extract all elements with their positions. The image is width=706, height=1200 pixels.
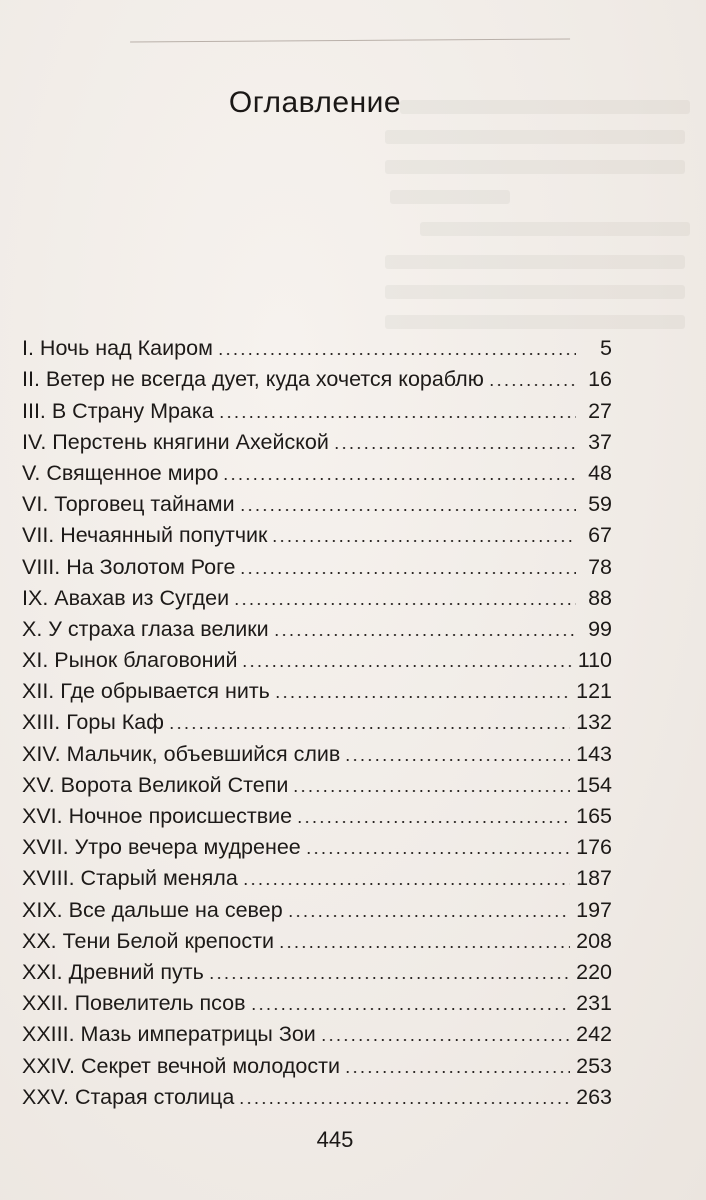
page-number: 27 bbox=[588, 398, 612, 423]
toc-entry bbox=[22, 985, 612, 1016]
dot-leader bbox=[222, 478, 576, 480]
chapter-title: XVI. Ночное происшествие bbox=[22, 804, 293, 828]
dot-leader bbox=[241, 665, 571, 667]
page-number: 154 bbox=[576, 772, 612, 797]
toc-entry bbox=[22, 767, 612, 798]
chapter-title: XXII. Повелитель псов bbox=[22, 991, 246, 1016]
chapter-title: XXI. Древний путь bbox=[22, 959, 204, 984]
dot-leader bbox=[305, 852, 570, 854]
page-number: 208 bbox=[576, 928, 612, 953]
chapter-title: X. У страха глаза велики bbox=[22, 616, 269, 641]
dot-leader bbox=[292, 790, 570, 792]
dot-leader bbox=[333, 447, 576, 449]
dot-leader bbox=[296, 821, 570, 823]
toc-entry bbox=[22, 486, 612, 517]
dot-leader bbox=[278, 946, 570, 948]
page-number: 263 bbox=[576, 1084, 612, 1109]
toc-entry bbox=[22, 580, 612, 611]
dot-leader bbox=[273, 634, 576, 636]
page-number: 78 bbox=[588, 554, 612, 579]
chapter-title: XIX. Все дальше на север bbox=[22, 897, 283, 922]
page-number: 220 bbox=[576, 959, 612, 984]
chapter-title: XV. Ворота Великой Степи bbox=[22, 772, 289, 797]
page-number: 143 bbox=[576, 741, 612, 766]
page-number: 253 bbox=[576, 1053, 612, 1078]
dot-leader bbox=[287, 915, 570, 917]
dot-leader bbox=[274, 696, 570, 698]
toc-entry bbox=[22, 735, 612, 766]
chapter-title: IV. Перстень княгини Ахейской bbox=[22, 429, 329, 454]
page-number: 37 bbox=[588, 429, 612, 454]
chapter-title: XVIII. Старый меняла bbox=[22, 866, 238, 891]
chapter-title: XXIII. Мазь императрицы Зои bbox=[22, 1022, 316, 1047]
chapter-title: VI. Торговец тайнами bbox=[22, 492, 235, 517]
chapter-title: XI. Рынок благовоний bbox=[22, 648, 238, 673]
toc-entry bbox=[22, 704, 612, 735]
chapter-title: II. Ветер не всегда дует, куда хочется кораблю bbox=[22, 367, 484, 392]
toc-title: Оглавление bbox=[228, 86, 402, 119]
toc-entry bbox=[22, 330, 612, 361]
page-number: 231 bbox=[576, 991, 612, 1016]
chapter-title: XII. Где обрывается нить bbox=[22, 679, 270, 704]
chapter-title: XXIV. Секрет вечной молодости bbox=[22, 1053, 340, 1078]
chapter-title: VII. Нечаянный попутчик bbox=[22, 523, 268, 548]
toc-entry bbox=[22, 361, 612, 392]
page-number: 187 bbox=[576, 866, 612, 891]
dot-leader bbox=[344, 759, 570, 761]
page-number: 242 bbox=[576, 1022, 612, 1047]
dot-leader bbox=[344, 1071, 570, 1073]
dot-leader bbox=[238, 1102, 570, 1104]
dot-leader bbox=[488, 384, 576, 386]
chapter-title: VIII. На Золотом Роге bbox=[22, 554, 236, 579]
chapter-title: V. Священное миро bbox=[22, 460, 219, 485]
toc-entry bbox=[22, 424, 612, 455]
page-number: 59 bbox=[588, 492, 612, 517]
chapter-title: XIV. Мальчик, объевшийся слив bbox=[22, 741, 341, 766]
dot-leader bbox=[218, 416, 576, 418]
toc-entry bbox=[22, 923, 612, 954]
toc-entry bbox=[22, 1016, 612, 1047]
toc-entry bbox=[22, 860, 612, 891]
page-number: 197 bbox=[576, 897, 612, 922]
toc-entry bbox=[22, 1079, 612, 1110]
toc-entry bbox=[22, 798, 612, 829]
toc-entry bbox=[22, 829, 612, 860]
toc-entry bbox=[22, 611, 612, 642]
chapter-title: I. Ночь над Каиром bbox=[22, 336, 213, 361]
dot-leader bbox=[168, 727, 570, 729]
toc-entry bbox=[22, 673, 612, 704]
chapter-title: IX. Авахав из Сугдеи bbox=[22, 585, 230, 610]
toc-entry bbox=[22, 455, 612, 486]
page-number: 99 bbox=[588, 616, 612, 641]
toc-entry bbox=[22, 517, 612, 548]
toc-entry bbox=[22, 1047, 612, 1078]
page-number: 165 bbox=[576, 804, 612, 828]
page-number: 132 bbox=[576, 710, 612, 735]
page-number: 5 bbox=[600, 336, 612, 361]
dot-leader bbox=[233, 603, 576, 605]
toc-entry bbox=[22, 392, 612, 423]
chapter-title: III. В Страну Мрака bbox=[22, 398, 214, 423]
dot-leader bbox=[239, 509, 576, 511]
toc-entry bbox=[22, 548, 612, 579]
dot-leader bbox=[271, 540, 576, 542]
page-number: 176 bbox=[576, 835, 612, 860]
page-folio: 445 bbox=[316, 1127, 354, 1152]
dot-leader bbox=[208, 977, 570, 979]
page-number: 16 bbox=[588, 367, 612, 392]
chapter-title: XXV. Старая столица bbox=[22, 1084, 235, 1109]
toc-entry bbox=[22, 642, 612, 673]
dot-leader bbox=[250, 1008, 571, 1010]
running-header bbox=[130, 16, 570, 42]
page-number: 110 bbox=[577, 648, 612, 673]
chapter-title: XIII. Горы Каф bbox=[22, 710, 164, 735]
dot-leader bbox=[239, 572, 576, 574]
toc-entry bbox=[22, 954, 612, 985]
page-number: 48 bbox=[588, 460, 612, 485]
toc-entry bbox=[22, 891, 612, 922]
table-of-contents bbox=[22, 330, 612, 1110]
page-number: 67 bbox=[588, 523, 612, 548]
dot-leader bbox=[320, 1039, 570, 1041]
dot-leader bbox=[217, 353, 576, 355]
chapter-title: XX. Тени Белой крепости bbox=[22, 928, 274, 953]
dot-leader bbox=[242, 883, 570, 885]
page-number: 88 bbox=[588, 585, 612, 610]
chapter-title: XVII. Утро вечера мудренее bbox=[22, 835, 301, 860]
page-number: 121 bbox=[576, 679, 612, 704]
